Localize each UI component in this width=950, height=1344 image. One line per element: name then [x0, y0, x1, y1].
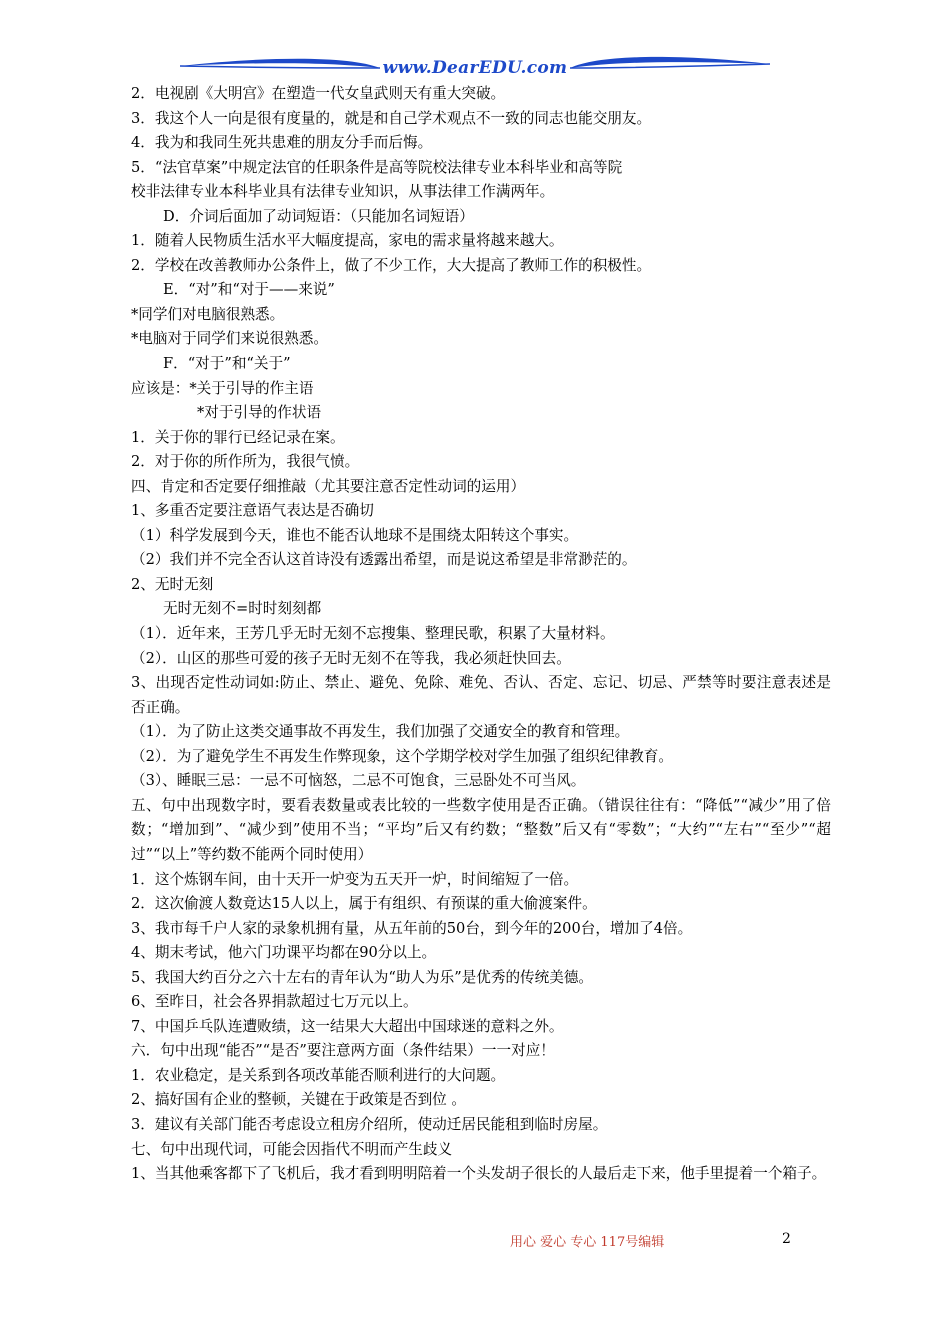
- text-line: 2．这次偷渡人数竟达15人以上，属于有组织、有预谋的重大偷渡案件。: [131, 895, 597, 913]
- text-line: 2、无时无刻: [131, 575, 214, 593]
- text-line: 1．农业稳定，是关系到各项改革能否顺利进行的大问题。: [131, 1066, 506, 1084]
- text-line: *电脑对于同学们来说很熟悉。: [131, 330, 329, 348]
- text-line: 六．句中出现“能否”“是否”要注意两方面（条件结果）一一对应！: [131, 1042, 555, 1060]
- text-line: 1、多重否定要注意语气表达是否确切: [131, 502, 374, 520]
- text-line: E．“对”和“对于——来说”: [163, 281, 335, 299]
- text-line: 3、出现否定性动词如:防止、禁止、避免、免除、难免、否认、否定、忘记、切忌、严禁等时要注意表述是否正确。: [131, 674, 831, 716]
- text-line: 应该是：*关于引导的作主语: [131, 379, 314, 397]
- text-line: （1）．近年来，王芳几乎无时无刻不忘搜集、整理民歌，积累了大量材料。: [131, 625, 615, 643]
- text-line: 4．我为和我同生死共患难的朋友分手而后悔。: [131, 134, 433, 152]
- text-line: （2）．山区的那些可爱的孩子无时无刻不在等我，我必须赶快回去。: [131, 649, 571, 667]
- text-line: 校非法律专业本科毕业具有法律专业知识，从事法律工作满两年。: [131, 183, 555, 201]
- text-line: F．“对于”和“关于”: [163, 355, 291, 373]
- text-line: 1、当其他乘客都下了飞机后，我才看到明明陪着一个头发胡子很长的人最后走下来，他手里提着一个箱子。: [131, 1165, 827, 1183]
- text-line: （2）．为了避免学生不再发生作弊现象，这个学期学校对学生加强了组织纪律教育。: [131, 747, 673, 765]
- site-logo: www.DearEDU.com: [382, 58, 568, 78]
- text-line: D．介词后面加了动词短语：（只能加名词短语）: [163, 207, 474, 225]
- text-line: *同学们对电脑很熟悉。: [131, 305, 285, 323]
- text-line: 3、我市每千户人家的录象机拥有量，从五年前的50台，到今年的200台，增加了4倍。: [131, 919, 693, 937]
- footer-note: 用心 爱心 专心 117号编辑: [510, 1235, 665, 1250]
- text-line: 2、搞好国有企业的整顿，关键在于政策是否到位 。: [131, 1091, 466, 1109]
- text-line: （1）．为了防止这类交通事故不再发生，我们加强了交通安全的教育和管理。: [131, 723, 630, 741]
- document-body: [131, 82, 831, 1187]
- text-line: 3．建议有关部门能否考虑设立租房介绍所，使动迁居民能租到临时房屋。: [131, 1115, 608, 1133]
- page-number: 2: [782, 1231, 791, 1247]
- text-line: 6、至昨日，社会各界捐款超过七万元以上。: [131, 993, 418, 1011]
- text-line: 2．电视剧《大明宫》在塑造一代女皇武则天有重大突破。: [131, 85, 506, 102]
- text-line: 3．我这个人一向是很有度量的，就是和自己学术观点不一致的同志也能交朋友。: [131, 109, 652, 127]
- text-line: 5．“法官草案”中规定法官的任职条件是高等院校法律专业本科毕业和高等院: [131, 158, 623, 176]
- text-line: 七、句中出现代词，可能会因指代不明而产生歧义: [131, 1140, 453, 1158]
- text-line: 无时无刻不=时时刻刻都: [163, 600, 322, 618]
- text-line: *对于引导的作状语: [197, 404, 322, 422]
- text-line: 4、期末考试，他六门功课平均都在90分以上。: [131, 944, 437, 962]
- text-line: （2）我们并不完全否认这首诗没有透露出希望，而是说这希望是非常渺茫的。: [131, 551, 637, 569]
- text-line: （3）、睡眠三忌：一忌不可恼怒，二忌不可饱食，三忌卧处不可当风。: [131, 772, 586, 790]
- text-line: 2．对于你的所作所为，我很气愤。: [131, 453, 360, 471]
- text-line: 1．这个炼钢车间，由十天开一炉变为五天开一炉，时间缩短了一倍。: [131, 870, 579, 888]
- text-line: 四、肯定和否定要仔细推敲（尤其要注意否定性动词的运用）: [131, 477, 526, 495]
- text-line: 1．随着人民物质生活水平大幅度提高，家电的需求量将越来越大。: [131, 232, 564, 250]
- text-line: 1．关于你的罪行已经记录在案。: [131, 428, 345, 446]
- text-line: 7、中国乒乓队连遭败绩，这一结果大大超出中国球迷的意料之外。: [131, 1017, 564, 1035]
- text-line: 五、句中出现数字时，要看表数量或表比较的一些数字使用是否正确。（错误往往有：“降低”“减少”用了倍数；“增加到”、“减少到”使用不当；“平均”后又有约数；“整数”后又有“零数”；“大约”“左右”“至少”“超过”“以上”等约数不能两个同时使用）: [131, 796, 831, 863]
- site-header-banner: [180, 52, 770, 86]
- text-line: 2．学校在改善教师办公条件上，做了不少工作，大大提高了教师工作的积极性。: [131, 256, 652, 274]
- text-line: （1）科学发展到今天，谁也不能否认地球不是围绕太阳转这个事实。: [131, 526, 579, 544]
- text-line: 5、我国大约百分之六十左右的青年认为“助人为乐”是优秀的传统美德。: [131, 968, 594, 986]
